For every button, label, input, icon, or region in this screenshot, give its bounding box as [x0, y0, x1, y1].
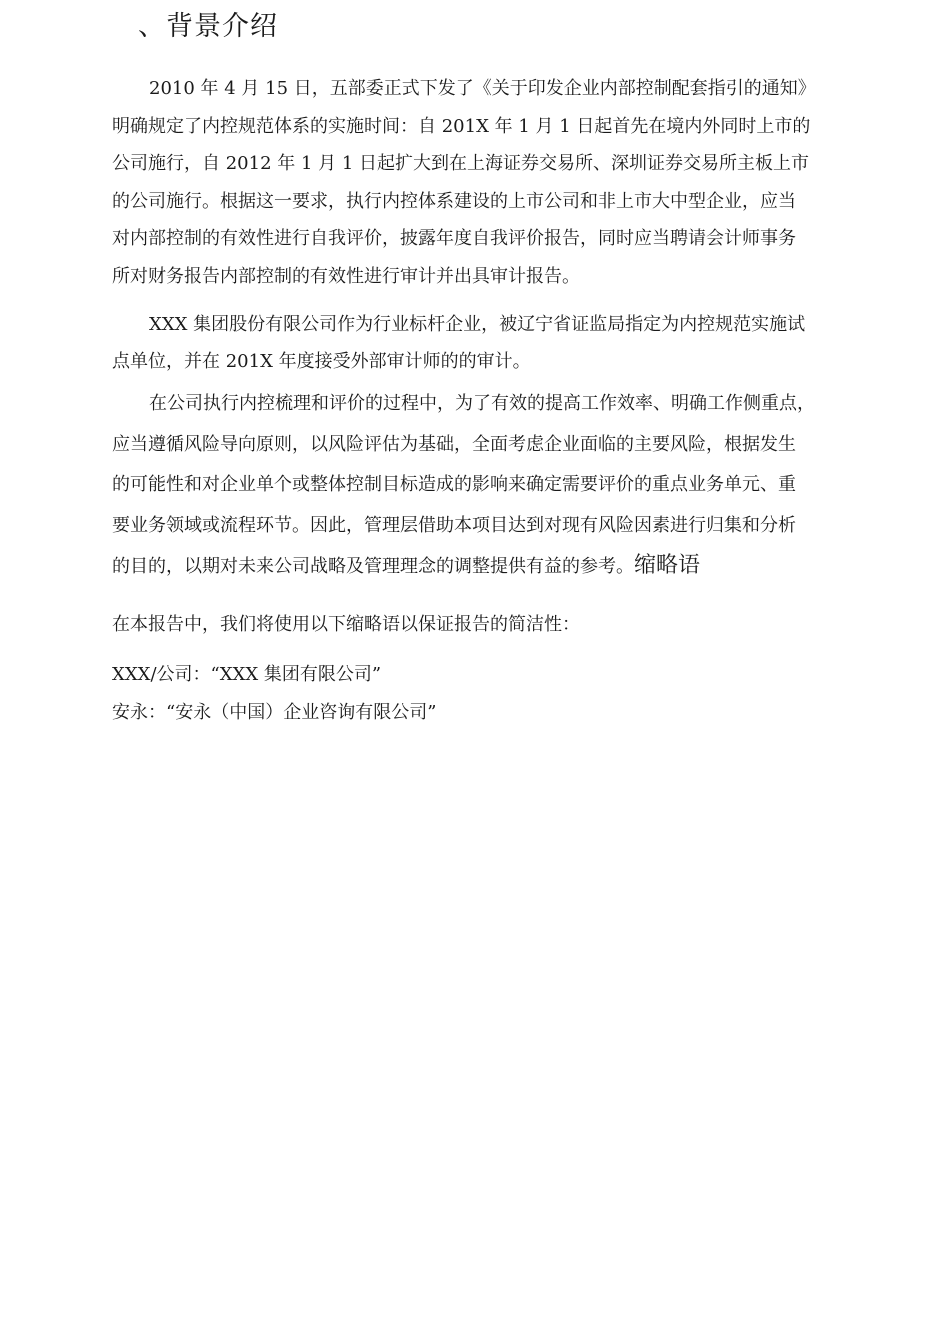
paragraph-line: 在公司执行内控梳理和评价的过程中，为了有效的提高工作效率、明确工作侧重点，: [149, 393, 815, 414]
abbreviation-item: XXX/公司：“XXX 集团有限公司”: [112, 664, 382, 685]
section-heading: 、背景介绍: [138, 11, 278, 42]
paragraph-line: 对内部控制的有效性进行自我评价，披露年度自我评价报告，同时应当聘请会计师事务: [112, 228, 796, 249]
paragraph-line: 的可能性和对企业单个或整体控制目标造成的影响来确定需要评价的重点业务单元、重: [112, 474, 796, 495]
paragraph-line: 应当遵循风险导向原则，以风险评估为基础，全面考虑企业面临的主要风险，根据发生: [112, 433, 796, 455]
paragraph-line: 要业务领域或流程环节。因此，管理层借助本项目达到对现有风险因素进行归集和分析: [112, 514, 796, 536]
paragraph-line: 的公司施行。根据这一要求，执行内控体系建设的上市公司和非上市大中型企业，应当: [112, 190, 796, 212]
paragraph-line-with-heading: [112, 546, 872, 588]
paragraph-line: 2010 年 4 月 15 日，五部委正式下发了《关于印发企业内部控制配套指引的通知》: [149, 78, 816, 99]
paragraph-risk: [112, 384, 872, 588]
paragraph-background: [112, 70, 872, 295]
abbreviation-item: 安永：“安永（中国）企业咨询有限公司”: [112, 702, 437, 723]
paragraph-line: XXX 集团股份有限公司作为行业标杆企业，被辽宁省证监局指定为内控规范实施试: [149, 314, 806, 335]
abbreviations-heading: 缩略语: [634, 553, 701, 578]
paragraph-company: [112, 306, 872, 380]
abbreviations-intro: 在本报告中，我们将使用以下缩略语以保证报告的简洁性：: [112, 614, 580, 635]
paragraph-line: 所对财务报告内部控制的有效性进行审计并出具审计报告。: [112, 265, 580, 287]
paragraph-line: 公司施行，自 2012 年 1 月 1 日起扩大到在上海证券交易所、深圳证券交易所主板上市: [112, 153, 810, 174]
paragraph-line: 点单位，并在 201X 年度接受外部审计师的的审计。: [112, 351, 531, 372]
paragraph-line: 明确规定了内控规范体系的实施时间：自 201X 年 1 月 1 日起首先在境内外同时上市的: [112, 115, 811, 137]
paragraph-line-text: 的目的，以期对未来公司战略及管理理念的调整提供有益的参考。: [112, 556, 634, 577]
